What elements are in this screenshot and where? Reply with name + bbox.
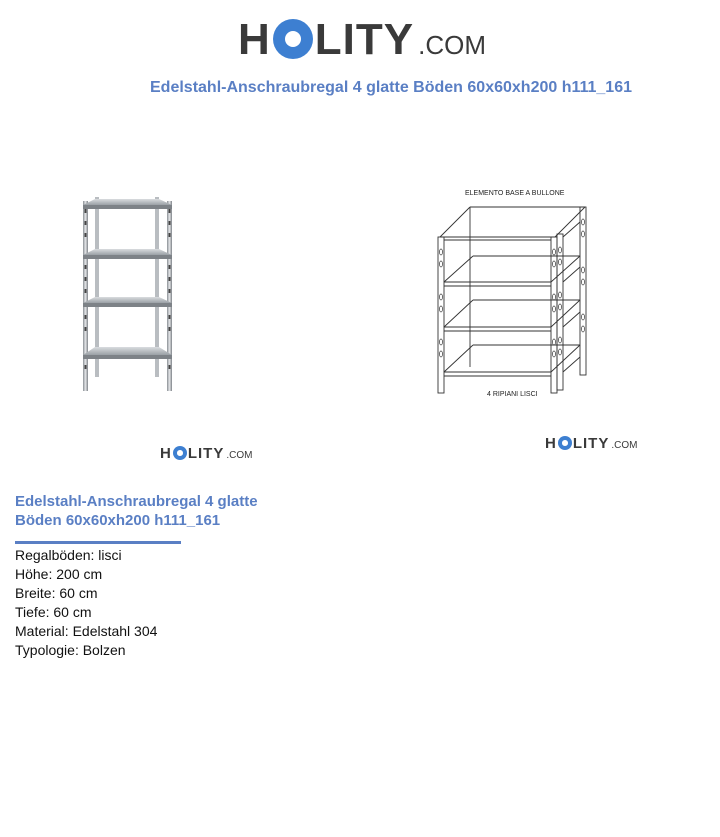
logo-suffix: .COM [611, 440, 638, 451]
spec-item: Material: Edelstahl 304 [15, 623, 158, 639]
logo-o-icon [273, 19, 313, 59]
logo-letter-h: H [238, 15, 271, 64]
page-title: Edelstahl-Anschraubregal 4 glatte Böden 60x60xh200 h111_161 [150, 79, 632, 96]
spec-list [15, 546, 157, 660]
shelf-photo-graphic [75, 195, 180, 395]
holity-logo-small-left [160, 444, 252, 462]
spec-item: Tiefe: 60 cm [15, 604, 92, 620]
logo-letters-lity: LITY [572, 435, 610, 452]
logo-letters-lity: LITY [314, 15, 415, 64]
spec-item: Typologie: Bolzen [15, 642, 126, 658]
shelf-diagram-graphic [425, 182, 595, 402]
spec-label: Typologie [15, 642, 75, 658]
diagram-caption-bottom: 4 RIPIANI LISCI [487, 391, 538, 398]
spec-item: Breite: 60 cm [15, 585, 98, 601]
spec-value: 60 cm [59, 585, 98, 601]
spec-value: lisci [98, 547, 122, 563]
holity-logo[interactable] [238, 14, 486, 65]
spec-item: Regalböden: lisci [15, 547, 122, 563]
logo-letter-h: H [545, 435, 557, 452]
title-underline [15, 541, 181, 544]
logo-suffix: .COM [418, 30, 486, 60]
spec-label: Breite [15, 585, 52, 601]
diagram-caption-top: ELEMENTO BASE A BULLONE [465, 190, 565, 197]
spec-value: 200 cm [56, 566, 103, 582]
spec-item: Höhe: 200 cm [15, 566, 103, 582]
product-title: Edelstahl-Anschraubregal 4 glatte Böden 60x60xh200 h111_161 [15, 493, 258, 529]
holity-logo-small-right [545, 434, 637, 452]
spec-label: Tiefe [15, 604, 46, 620]
spec-value: Bolzen [82, 642, 126, 658]
spec-label: Höhe [15, 566, 49, 582]
logo-o-icon [558, 436, 572, 450]
spec-label: Material [15, 623, 65, 639]
logo-suffix: .COM [226, 450, 253, 461]
logo-letter-h: H [160, 445, 172, 462]
spec-value: Edelstahl 304 [72, 623, 158, 639]
spec-label: Regalböden [15, 547, 91, 563]
logo-letters-lity: LITY [187, 445, 225, 462]
logo-o-icon [173, 446, 187, 460]
spec-value: 60 cm [53, 604, 92, 620]
product-diagram[interactable] [425, 182, 595, 407]
product-photo[interactable] [75, 195, 180, 400]
